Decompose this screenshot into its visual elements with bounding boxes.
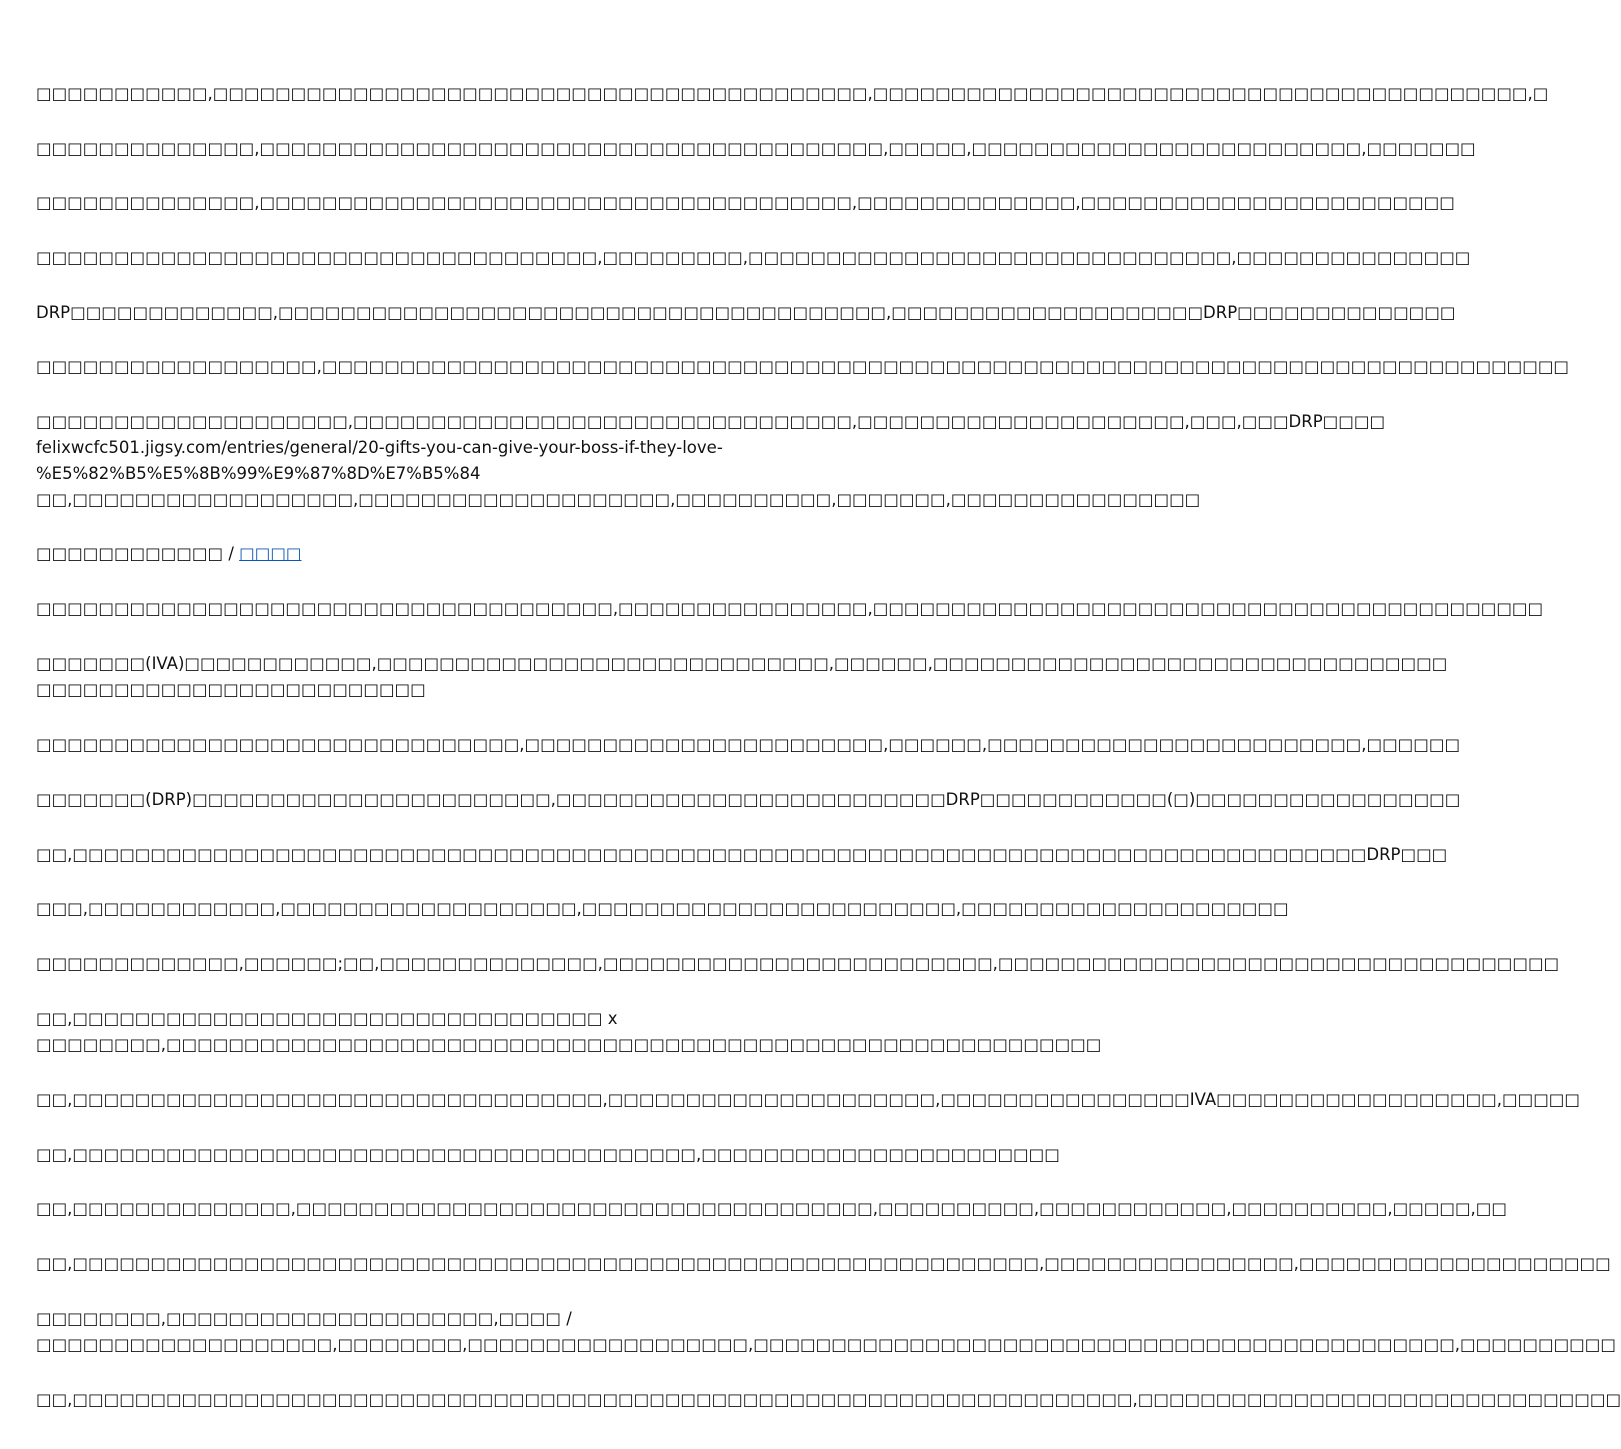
paragraph-5: DRP□□□□□□□□□□□□□,□□□□□□□□□□□□□□□□□□□□□□□□□□□□□□□□□□□□□□□,□□□□□□□□□□□□□□□□□□□□DRP□□□□□□□□□□□□□□: [36, 302, 1456, 322]
paragraph-8: □□□□□□□□□□□□ / □□□□: [36, 543, 302, 563]
url-line-1: felixwcfc501.jigsy.com/entries/general/20-gifts-you-can-give-your-boss-if-they-love-: [36, 437, 723, 457]
paragraph-14: □□□,□□□□□□□□□□□□,□□□□□□□□□□□□□□□□□□□,□□□□□□□□□□□□□□□□□□□□□□□□,□□□□□□□□□□□□□□□□□□□□□: [36, 898, 1289, 918]
paragraph-22: □□,□□□□□□□□□□□□□□□□□□□□□□□□□□□□□□□□□□□□□□□□□□□□□□□□□□□□□□□□□□□□□□□□□□□□,□□□□□□□□□□□□□□□□□□□□□□□□□□□□□□□: [36, 1389, 1621, 1409]
paragraph-11: □□□□□□□□□□□□□□□□□□□□□□□□□□□□□□□,□□□□□□□□□□□□□□□□□□□□□□□,□□□□□□,□□□□□□□□□□□□□□□□□□□□□□□□,□□□□□□: [36, 734, 1461, 754]
paragraph-21: □□□□□□□□,□□□□□□□□□□□□□□□□□□□□□,□□□□ / □□□□□□□□□□□□□□□□□□□,□□□□□□□□,□□□□□□□□□□□□□□□□□□,□□□□□□□□□□□□□□□□□□□□□□□□□□□□□□□□□□□□□□□□□□□□□,□□□□□□□□□□: [36, 1308, 1616, 1354]
paragraph-4: □□□□□□□□□□□□□□□□□□□□□□□□□□□□□□□□□□□□,□□□□□□□□□,□□□□□□□□□□□□□□□□□□□□□□□□□□□□□□□,□□□□□□□□□□□□□□□: [36, 247, 1471, 267]
link-separator: /: [223, 543, 240, 563]
paragraph-18: □□,□□□□□□□□□□□□□□□□□□□□□□□□□□□□□□□□□□□□□□□□,□□□□□□□□□□□□□□□□□□□□□□□: [36, 1144, 1060, 1164]
document-page: [36, 0, 1621, 1449]
paragraph-7: □□□□□□□□□□□□□□□□□□□□,□□□□□□□□□□□□□□□□□□□□□□□□□□□□□□□□,□□□□□□□□□□□□□□□□□□□□□,□□□,□□□DRP□□□□ felixwcfc501.jigsy.com/entries/general/20-gifts-you-can-give-your-boss-if-they-love- %E5%82%B5%E5%8B%99%E9%87%8D%E7%B5%84 □□,□□□□□□□□□□□□□□□□□□,□□□□□□□□□□□□□□□□□□□□,□□□□□□□□□□,□□□□□□□,□□□□□□□□□□□□□□□□: [36, 411, 1386, 509]
paragraph-9: □□□□□□□□□□□□□□□□□□□□□□□□□□□□□□□□□□□□□,□□□□□□□□□□□□□□□□,□□□□□□□□□□□□□□□□□□□□□□□□□□□□□□□□□□□□□□□□□□□: [36, 598, 1544, 618]
paragraph-2: □□□□□□□□□□□□□□,□□□□□□□□□□□□□□□□□□□□□□□□□□□□□□□□□□□□□□□□,□□□□□,□□□□□□□□□□□□□□□□□□□□□□□□□,□□□□□□□: [36, 138, 1476, 158]
paragraph-15: □□□□□□□□□□□□□,□□□□□□;□□,□□□□□□□□□□□□□□,□□□□□□□□□□□□□□□□□□□□□□□□□,□□□□□□□□□□□□□□□□□□□□□□□□□□□□□□□□□□□□: [36, 953, 1560, 973]
paragraph-16: □□,□□□□□□□□□□□□□□□□□□□□□□□□□□□□□□□□□□ x □□□□□□□□,□□□□□□□□□□□□□□□□□□□□□□□□□□□□□□□□□□□□□□□□□□□□□□□□□□□□□□□□□□□□: [36, 1008, 1102, 1054]
paragraph-13: □□,□□□□□□□□□□□□□□□□□□□□□□□□□□□□□□□□□□□□□□□□□□□□□□□□□□□□□□□□□□□□□□□□□□□□□□□□□□□□□□□□□□□DRP□□□: [36, 844, 1448, 864]
paragraph-10: □□□□□□□(IVA)□□□□□□□□□□□□,□□□□□□□□□□□□□□□□□□□□□□□□□□□□□,□□□□□□,□□□□□□□□□□□□□□□□□□□□□□□□□□□□□□□□□ □□□□□□□□□□□□□□□□□□□□□□□□□: [36, 653, 1448, 699]
paragraph-6: □□□□□□□□□□□□□□□□□□,□□□□□□□□□□□□□□□□□□□□□□□□□□□□□□□□□□□□□□□□□□□□□□□□□□□□□□□□□□□□□□□□□□□□□□□□□□□□□□□□: [36, 356, 1570, 376]
inline-link[interactable]: □□□□: [239, 543, 302, 563]
paragraph-19: □□,□□□□□□□□□□□□□□,□□□□□□□□□□□□□□□□□□□□□□□□□□□□□□□□□□□□□,□□□□□□□□□□,□□□□□□□□□□□□,□□□□□□□□□□,□□□□□,□□: [36, 1198, 1507, 1218]
paragraph-17: □□,□□□□□□□□□□□□□□□□□□□□□□□□□□□□□□□□□□,□□□□□□□□□□□□□□□□□□□□□,□□□□□□□□□□□□□□□□IVA□□□□□□□□□□□□□□□□□□,□□□□□: [36, 1089, 1580, 1109]
paragraph-3: □□□□□□□□□□□□□□,□□□□□□□□□□□□□□□□□□□□□□□□□□□□□□□□□□□□□□,□□□□□□□□□□□□□□,□□□□□□□□□□□□□□□□□□□□□□□□: [36, 192, 1455, 212]
paragraph-12: □□□□□□□(DRP)□□□□□□□□□□□□□□□□□□□□□□□,□□□□□□□□□□□□□□□□□□□□□□□□□DRP□□□□□□□□□□□□(□)□□□□□□□□□□□□□□□□□: [36, 789, 1461, 809]
paragraph-20: □□,□□□□□□□□□□□□□□□□□□□□□□□□□□□□□□□□□□□□□□□□□□□□□□□□□□□□□□□□□□□□□□,□□□□□□□□□□□□□□□□,□□□□□□□□□□□□□□□□□□□□: [36, 1253, 1611, 1273]
paragraph-1: □□□□□□□□□□□,□□□□□□□□□□□□□□□□□□□□□□□□□□□□□□□□□□□□□□□□□□,□□□□□□□□□□□□□□□□□□□□□□□□□□□□□□□□□□□□□□□□□□,□: [36, 83, 1549, 103]
url-line-2: %E5%82%B5%E5%8B%99%E9%87%8D%E7%B5%84: [36, 463, 481, 483]
